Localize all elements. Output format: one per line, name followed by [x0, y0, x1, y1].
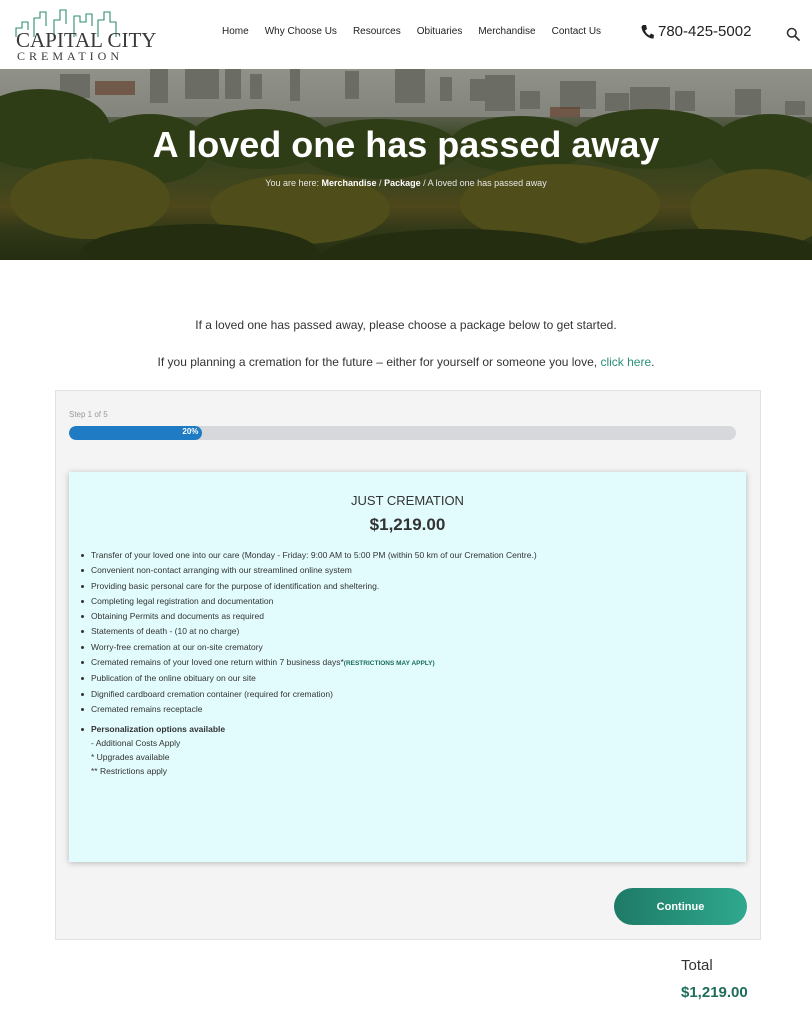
progress-text: 20%: [182, 427, 199, 436]
package-title: JUST CREMATION: [351, 493, 464, 508]
feature-item: Dignified cardboard cremation container (required for cremation): [91, 687, 731, 702]
site-header: [0, 0, 812, 69]
nav-obituaries[interactable]: Obituaries: [416, 26, 463, 37]
phone-icon: [640, 24, 654, 40]
feature-return-text: Cremated remains of your loved one return within 7 business days*: [91, 657, 344, 668]
nav-merchandise[interactable]: Merchandise: [478, 26, 536, 37]
personalization-line: ** Restrictions apply: [91, 766, 168, 776]
feature-item: Completing legal registration and documentation: [91, 594, 731, 609]
personalization-line: - Additional Costs Apply: [91, 738, 181, 748]
breadcrumb-prefix: You are here:: [265, 178, 319, 188]
breadcrumb-current: A loved one has passed away: [427, 178, 547, 188]
feature-item: Publication of the online obituary on our site: [91, 671, 731, 686]
phone-number: 780-425-5002: [658, 23, 752, 40]
nav-home[interactable]: Home: [222, 26, 249, 37]
package-card-just-cremation[interactable]: [69, 472, 746, 862]
feature-item: Transfer of your loved one into our care (Monday - Friday: 9:00 AM to 5:00 PM (within 50 km of our Cremation Centre.): [91, 548, 731, 563]
hero-banner: [0, 69, 812, 260]
feature-item: Worry-free cremation at our on-site crematory: [91, 640, 731, 655]
feature-item: Providing basic personal care for the purpose of identification and sheltering.: [91, 579, 731, 594]
future-planning-label: If you planning a cremation for the future – either for yourself or someone you love,: [157, 355, 598, 369]
feature-item-return: [91, 655, 731, 671]
breadcrumb: You are here: Merchandise / Package / A loved one has passed away: [265, 178, 547, 188]
breadcrumb-package[interactable]: Package: [384, 178, 421, 188]
site-logo[interactable]: [14, 8, 157, 63]
total-label: Total: [681, 957, 713, 974]
restrictions-note: (RESTRICTIONS MAY APPLY): [343, 660, 435, 668]
future-planning-text: [0, 355, 812, 369]
nav-contact-us[interactable]: Contact Us: [551, 26, 602, 37]
future-planning-end: .: [651, 355, 655, 369]
phone-link[interactable]: [640, 23, 751, 40]
personalization-title: Personalization options available: [91, 722, 731, 736]
search-icon[interactable]: [786, 27, 800, 41]
feature-item: Cremated remains receptacle: [91, 702, 731, 717]
nav-resources[interactable]: Resources: [352, 26, 401, 37]
intro-text: If a loved one has passed away, please choose a package below to get started.: [195, 318, 617, 332]
feature-item: Convenient non-contact arranging with our streamlined online system: [91, 563, 731, 578]
main-nav: [214, 26, 609, 37]
personalization-line: * Upgrades available: [91, 752, 170, 762]
progress-fill: [69, 426, 202, 440]
package-form: [55, 390, 761, 940]
personalization-section: [91, 722, 731, 778]
nav-why-choose-us[interactable]: Why Choose Us: [264, 26, 337, 37]
breadcrumb-merchandise[interactable]: Merchandise: [321, 178, 377, 188]
package-price: $1,219.00: [369, 515, 446, 534]
progress-bar: [69, 426, 736, 440]
logo-subtitle: CREMATION: [17, 49, 124, 63]
package-features: [91, 548, 731, 717]
total-value: $1,219.00: [681, 984, 748, 1001]
feature-item: Statements of death - (10 at no charge): [91, 624, 731, 639]
click-here-link[interactable]: click here: [600, 355, 652, 369]
feature-item: Obtaining Permits and documents as required: [91, 609, 731, 624]
logo-name: CAPITAL CITY: [16, 28, 157, 52]
step-label: Step 1 of 5: [69, 410, 108, 419]
continue-button[interactable]: Continue: [614, 888, 747, 925]
page-title: A loved one has passed away: [152, 124, 660, 165]
